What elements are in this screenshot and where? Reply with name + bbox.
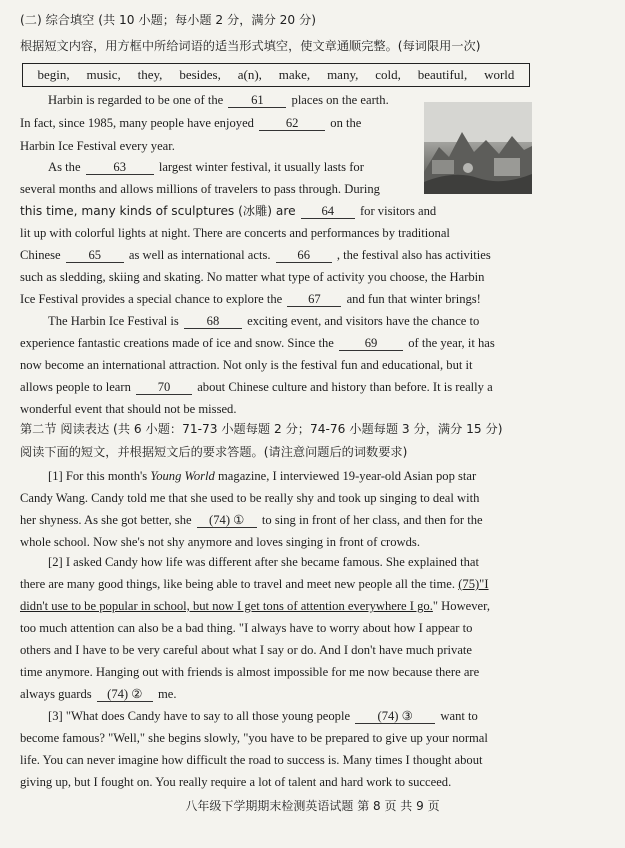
passage-line: Chinese 65 as well as international acts. 66 , the festival also has activities <box>20 248 491 262</box>
reading-line: [3] "What does Candy have to say to all those young people (74) ③ want to <box>48 709 478 723</box>
word-item: besides, <box>179 67 221 82</box>
reading-line: time anymore. Hanging out with friends is almost impossible for me now because there are <box>20 665 480 679</box>
passage-line: several months and allows millions of travelers to pass through. During <box>20 182 380 196</box>
blank-68[interactable]: 68 <box>184 314 242 329</box>
reading-line: her shyness. As she got better, she (74) ① to sing in front of her class, and then for the <box>20 513 483 527</box>
word-item: many, <box>327 67 359 82</box>
reading-line: whole school. Now she's not shy anymore and loves singing in front of crowds. <box>20 535 420 549</box>
blank-65[interactable]: 65 <box>66 248 124 263</box>
passage-line: The Harbin Ice Festival is 68 exciting event, and visitors have the chance to <box>48 314 480 328</box>
reading-line: too much attention can also be a bad thing. "I always have to worry about how I appear to <box>20 621 473 635</box>
section-two-header: (二) 综合填空 (共 10 小题；每小题 2 分，满分 20 分) <box>20 13 316 27</box>
blank-66[interactable]: 66 <box>276 248 332 263</box>
reading-line: there are many good things, like being able to travel and meet new people all the time. (75)"I <box>20 577 489 591</box>
reading-line: Candy Wang. Candy told me that she used to be really shy and took up singing to deal with <box>20 491 480 505</box>
section-three-header: 第二节 阅读表达 (共 6 小题：71-73 小题每题 2 分；74-76 小题每题 3 分，满分 15 分) <box>20 422 503 436</box>
passage-line: such as sledding, skiing and skating. No matter what type of activity you choose, the Harbin <box>20 270 485 284</box>
reading-line: others and I have to be very careful about what I say or do. And I don't have much private <box>20 643 472 657</box>
reading-line: [1] For this month's Young World magazine, I interviewed 19-year-old Asian pop star <box>48 469 477 483</box>
reading-line: become famous? "Well," she begins slowly, "you have to be prepared to give up your normal <box>20 731 488 745</box>
reading-line: [2] I asked Candy how life was different after she became famous. She explained that <box>48 555 479 569</box>
word-item: world <box>484 67 515 82</box>
blank-74-3[interactable]: (74) ③ <box>355 709 435 724</box>
question-75-marker: (75)"I <box>458 577 489 591</box>
reading-line: always guards (74) ② me. <box>20 687 177 701</box>
reading-line: life. You can never imagine how difficult the road to success is. Many times I thought about <box>20 753 483 767</box>
word-item: cold, <box>375 67 401 82</box>
section-three-instructions: 阅读下面的短文，并根据短文后的要求答题。(请注意问题后的词数要求) <box>20 445 408 459</box>
passage-line: now become an international attraction. Not only is the festival fun and educational, but it <box>20 358 473 372</box>
question-75-sentence: didn't use to be popular in school, but now I get tons of attention everywhere I go. <box>20 599 433 613</box>
blank-63[interactable]: 63 <box>86 160 154 175</box>
blank-70[interactable]: 70 <box>136 380 192 395</box>
section-two-instructions: 根据短文内容，用方框中所给词语的适当形式填空，使文章通顺完整。(每词限用一次) <box>20 39 481 53</box>
passage-line: Harbin Ice Festival every year. <box>20 139 175 153</box>
passage-line: experience fantastic creations made of ice and snow. Since the 69 of the year, it has <box>20 336 495 350</box>
word-item: begin, <box>37 67 70 82</box>
word-box <box>22 63 530 87</box>
blank-61[interactable]: 61 <box>228 93 286 108</box>
word-item: beautiful, <box>417 67 468 82</box>
passage-line: allows people to learn 70 about Chinese culture and history than before. It is really a <box>20 380 493 394</box>
passage-line: wonderful event that should not be missed. <box>20 402 237 416</box>
blank-62[interactable]: 62 <box>259 116 325 131</box>
passage-line: In fact, since 1985, many people have enjoyed 62 on the <box>20 116 362 130</box>
magazine-title: Young World <box>150 469 215 483</box>
word-item: music, <box>86 67 121 82</box>
reading-line: giving up, but I fought on. You really require a lot of talent and hard work to succeed. <box>20 775 452 789</box>
word-item: a(n), <box>237 67 262 82</box>
word-item: make, <box>278 67 311 82</box>
blank-69[interactable]: 69 <box>339 336 403 351</box>
reading-line: didn't use to be popular in school, but now I get tons of attention everywhere I go." However, <box>20 599 490 613</box>
blank-64[interactable]: 64 <box>301 204 355 219</box>
passage-line: As the 63 largest winter festival, it usually lasts for <box>48 160 364 174</box>
passage-line: this time, many kinds of sculptures (冰雕) are 64 for visitors and <box>20 204 437 218</box>
blank-74-1[interactable]: (74) ① <box>197 513 257 528</box>
blank-74-2[interactable]: (74) ② <box>97 687 153 702</box>
blank-67[interactable]: 67 <box>287 292 341 307</box>
passage-line: lit up with colorful lights at night. There are concerts and performances by traditional <box>20 226 450 240</box>
page-footer: 八年级下学期期末检测英语试题 第 8 页 共 9 页 <box>185 799 440 813</box>
passage-line: Harbin is regarded to be one of the 61 places on the earth. <box>48 93 389 107</box>
word-item: they, <box>137 67 163 82</box>
passage-line: Ice Festival provides a special chance to explore the 67 and fun that winter brings! <box>20 292 481 306</box>
